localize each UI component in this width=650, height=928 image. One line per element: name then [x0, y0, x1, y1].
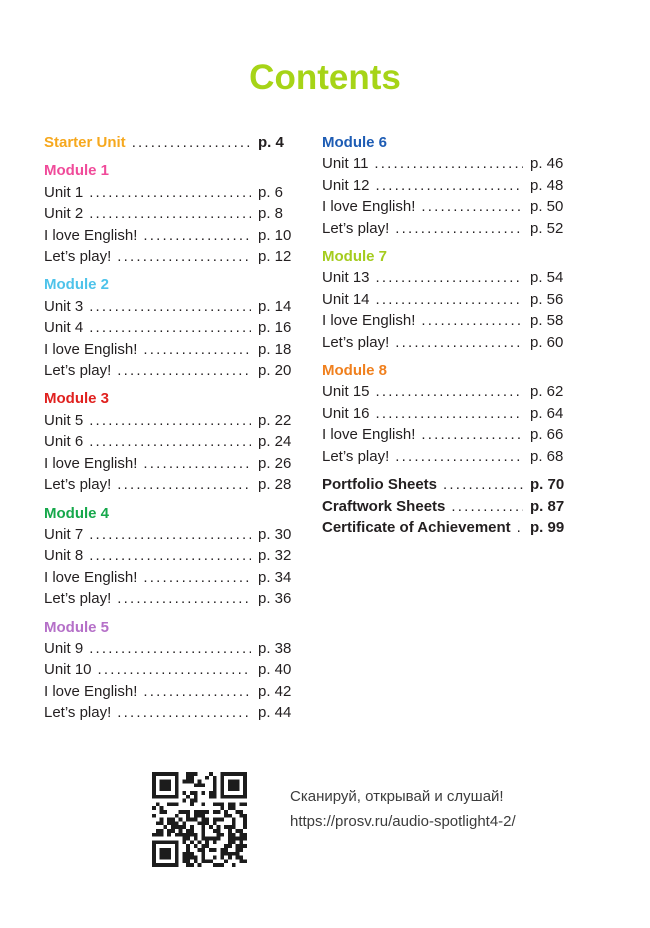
page-number: p. 48	[530, 176, 564, 194]
toc-entry	[322, 310, 572, 331]
page-number: p. 70	[530, 476, 565, 494]
toc-entry	[322, 381, 572, 402]
entry-label: Starter Unit	[44, 134, 126, 151]
qr-code	[152, 772, 247, 867]
dot-leader	[89, 203, 251, 224]
entry-label: Let’s play!	[44, 590, 112, 608]
page-number: p. 34	[258, 568, 292, 586]
dot-leader	[98, 659, 251, 680]
page-number: p. 62	[530, 383, 564, 401]
entry-label: Let’s play!	[322, 219, 390, 237]
dot-leader	[117, 702, 251, 723]
toc-entry	[44, 339, 300, 360]
audio-url: https://prosv.ru/audio-spotlight4-2/	[290, 813, 516, 830]
dot-leader	[376, 175, 523, 196]
entry-label: Unit 6	[44, 433, 84, 451]
toc-entry	[44, 524, 300, 545]
page-number: p. 66	[530, 426, 564, 444]
dot-leader	[517, 517, 523, 538]
entry-label: Unit 12	[322, 176, 370, 194]
entry-label: Module 1	[44, 162, 110, 180]
dot-leader	[443, 474, 523, 495]
toc-entry	[322, 289, 572, 310]
entry-label: Unit 9	[44, 639, 84, 657]
page-title: Contents	[249, 58, 401, 97]
entry-label: Unit 2	[44, 205, 84, 223]
toc-entry	[44, 317, 300, 338]
page-number: p. 32	[258, 547, 292, 565]
toc-entry	[322, 153, 572, 174]
toc-entry	[44, 545, 300, 566]
toc-entry	[44, 588, 300, 609]
dot-leader	[89, 296, 251, 317]
entry-label: Unit 10	[44, 661, 92, 679]
dot-leader	[89, 524, 251, 545]
module-header	[44, 388, 300, 409]
page-number: p. 30	[258, 525, 292, 543]
entry-label: I love English!	[322, 198, 416, 216]
page-number: p. 42	[258, 682, 292, 700]
toc-entry	[44, 474, 300, 495]
toc-entry	[322, 218, 572, 239]
toc-entry	[44, 132, 300, 153]
page-number: p. 50	[530, 198, 564, 216]
entry-label: Module 6	[322, 134, 388, 151]
dot-leader	[395, 446, 523, 467]
dot-leader	[143, 567, 251, 588]
scan-prompt: Сканируй, открывай и слушай!	[290, 788, 504, 805]
toc-entry	[44, 681, 300, 702]
toc-entry	[322, 332, 572, 353]
toc-entry	[44, 360, 300, 381]
page-number: p. 54	[530, 269, 564, 287]
page-number: p. 22	[258, 411, 292, 429]
entry-label: Let’s play!	[44, 704, 112, 722]
page-number: p. 24	[258, 433, 292, 451]
entry-label: Let’s play!	[44, 476, 112, 494]
entry-label: Certificate of Achievement	[322, 518, 511, 536]
dot-leader	[117, 360, 251, 381]
entry-label: I love English!	[44, 454, 138, 472]
dot-leader	[421, 424, 523, 445]
entry-label: I love English!	[44, 340, 138, 358]
page-number: p. 87	[530, 497, 565, 515]
page-number: p. 14	[258, 297, 292, 315]
toc-entry	[44, 296, 300, 317]
page-number: p. 36	[258, 590, 292, 608]
entry-label: Unit 11	[322, 155, 369, 173]
page-number: p. 38	[258, 639, 292, 657]
dot-leader	[374, 153, 523, 174]
dot-leader	[143, 339, 251, 360]
entry-label: Module 8	[322, 362, 388, 380]
page-number: p. 44	[258, 704, 292, 722]
module-header	[44, 503, 300, 524]
dot-leader	[117, 246, 251, 267]
entry-label: I love English!	[44, 568, 138, 586]
entry-label: Portfolio Sheets	[322, 476, 438, 494]
page-number: p. 8	[258, 205, 284, 223]
page-number: p. 28	[258, 476, 292, 494]
module-header	[44, 160, 300, 181]
dot-leader	[143, 681, 251, 702]
footer-text	[290, 784, 516, 834]
toc-entry	[322, 446, 572, 467]
toc-entry	[322, 267, 572, 288]
entry-label: I love English!	[44, 226, 138, 244]
dot-leader	[376, 267, 523, 288]
toc-entry	[322, 403, 572, 424]
toc-entry	[44, 659, 300, 680]
toc-entry	[322, 496, 572, 517]
entry-label: Let’s play!	[44, 248, 112, 266]
page-number: p. 56	[530, 290, 564, 308]
toc-entry	[44, 638, 300, 659]
entry-label: Let’s play!	[322, 447, 390, 465]
entry-label: Let’s play!	[322, 333, 390, 351]
entry-label: Module 7	[322, 248, 388, 266]
entry-label: Unit 8	[44, 547, 84, 565]
dot-leader	[89, 317, 251, 338]
dot-leader	[117, 588, 251, 609]
dot-leader	[421, 310, 523, 331]
dot-leader	[395, 332, 523, 353]
entry-label: Unit 13	[322, 269, 370, 287]
dot-leader	[421, 196, 523, 217]
footer	[0, 770, 650, 880]
entry-label: Craftwork Sheets	[322, 497, 446, 515]
page-number: p. 52	[530, 219, 564, 237]
page-number: p. 68	[530, 447, 564, 465]
dot-leader	[89, 182, 251, 203]
dot-leader	[376, 289, 523, 310]
dot-leader	[89, 431, 251, 452]
page-number: p. 10	[258, 226, 292, 244]
page-number: p. 4	[258, 134, 284, 151]
page-number: p. 46	[530, 155, 564, 173]
dot-leader	[132, 132, 251, 153]
page-number: p. 58	[530, 312, 564, 330]
page-number: p. 64	[530, 404, 564, 422]
toc-entry	[44, 702, 300, 723]
page-number: p. 60	[530, 333, 564, 351]
dot-leader	[117, 474, 251, 495]
dot-leader	[395, 218, 523, 239]
toc-entry	[44, 203, 300, 224]
toc-column-right	[322, 132, 572, 538]
dot-leader	[143, 453, 251, 474]
entry-label: Let’s play!	[44, 362, 112, 380]
entry-label: I love English!	[322, 426, 416, 444]
dot-leader	[376, 381, 523, 402]
entry-label: Unit 3	[44, 297, 84, 315]
entry-label: I love English!	[44, 682, 138, 700]
page-number: p. 99	[530, 518, 565, 536]
toc-entry	[44, 225, 300, 246]
dot-leader	[143, 225, 251, 246]
module-header	[44, 274, 300, 295]
toc-entry	[44, 567, 300, 588]
dot-leader	[89, 638, 251, 659]
toc-entry	[322, 474, 572, 495]
toc-entry	[44, 182, 300, 203]
entry-label: Unit 1	[44, 183, 84, 201]
entry-label: Module 2	[44, 276, 110, 294]
page-number: p. 18	[258, 340, 292, 358]
module-header	[322, 246, 572, 267]
toc-entry	[44, 431, 300, 452]
toc-column-left	[44, 132, 300, 724]
toc-entry	[44, 453, 300, 474]
toc-entry	[322, 175, 572, 196]
dot-leader	[89, 545, 251, 566]
page-number: p. 16	[258, 319, 292, 337]
entry-label: Module 4	[44, 504, 110, 522]
entry-label: Module 5	[44, 618, 110, 636]
module-header	[322, 132, 572, 153]
page-number: p. 6	[258, 183, 284, 201]
module-header	[44, 617, 300, 638]
page-number: p. 26	[258, 454, 292, 472]
page-number: p. 20	[258, 362, 292, 380]
entry-label: Unit 14	[322, 290, 370, 308]
entry-label: Unit 15	[322, 383, 370, 401]
entry-label: Unit 7	[44, 525, 84, 543]
entry-label: I love English!	[322, 312, 416, 330]
toc-entry	[322, 196, 572, 217]
module-header	[322, 360, 572, 381]
toc-entry	[44, 410, 300, 431]
page-number: p. 12	[258, 248, 292, 266]
toc-entry	[322, 517, 572, 538]
entry-label: Unit 4	[44, 319, 84, 337]
page-number: p. 40	[258, 661, 292, 679]
entry-label: Unit 16	[322, 404, 370, 422]
entry-label: Unit 5	[44, 411, 84, 429]
toc-entry	[44, 246, 300, 267]
entry-label: Module 3	[44, 390, 110, 408]
toc-entry	[322, 424, 572, 445]
dot-leader	[376, 403, 523, 424]
dot-leader	[89, 410, 251, 431]
dot-leader	[451, 496, 523, 517]
